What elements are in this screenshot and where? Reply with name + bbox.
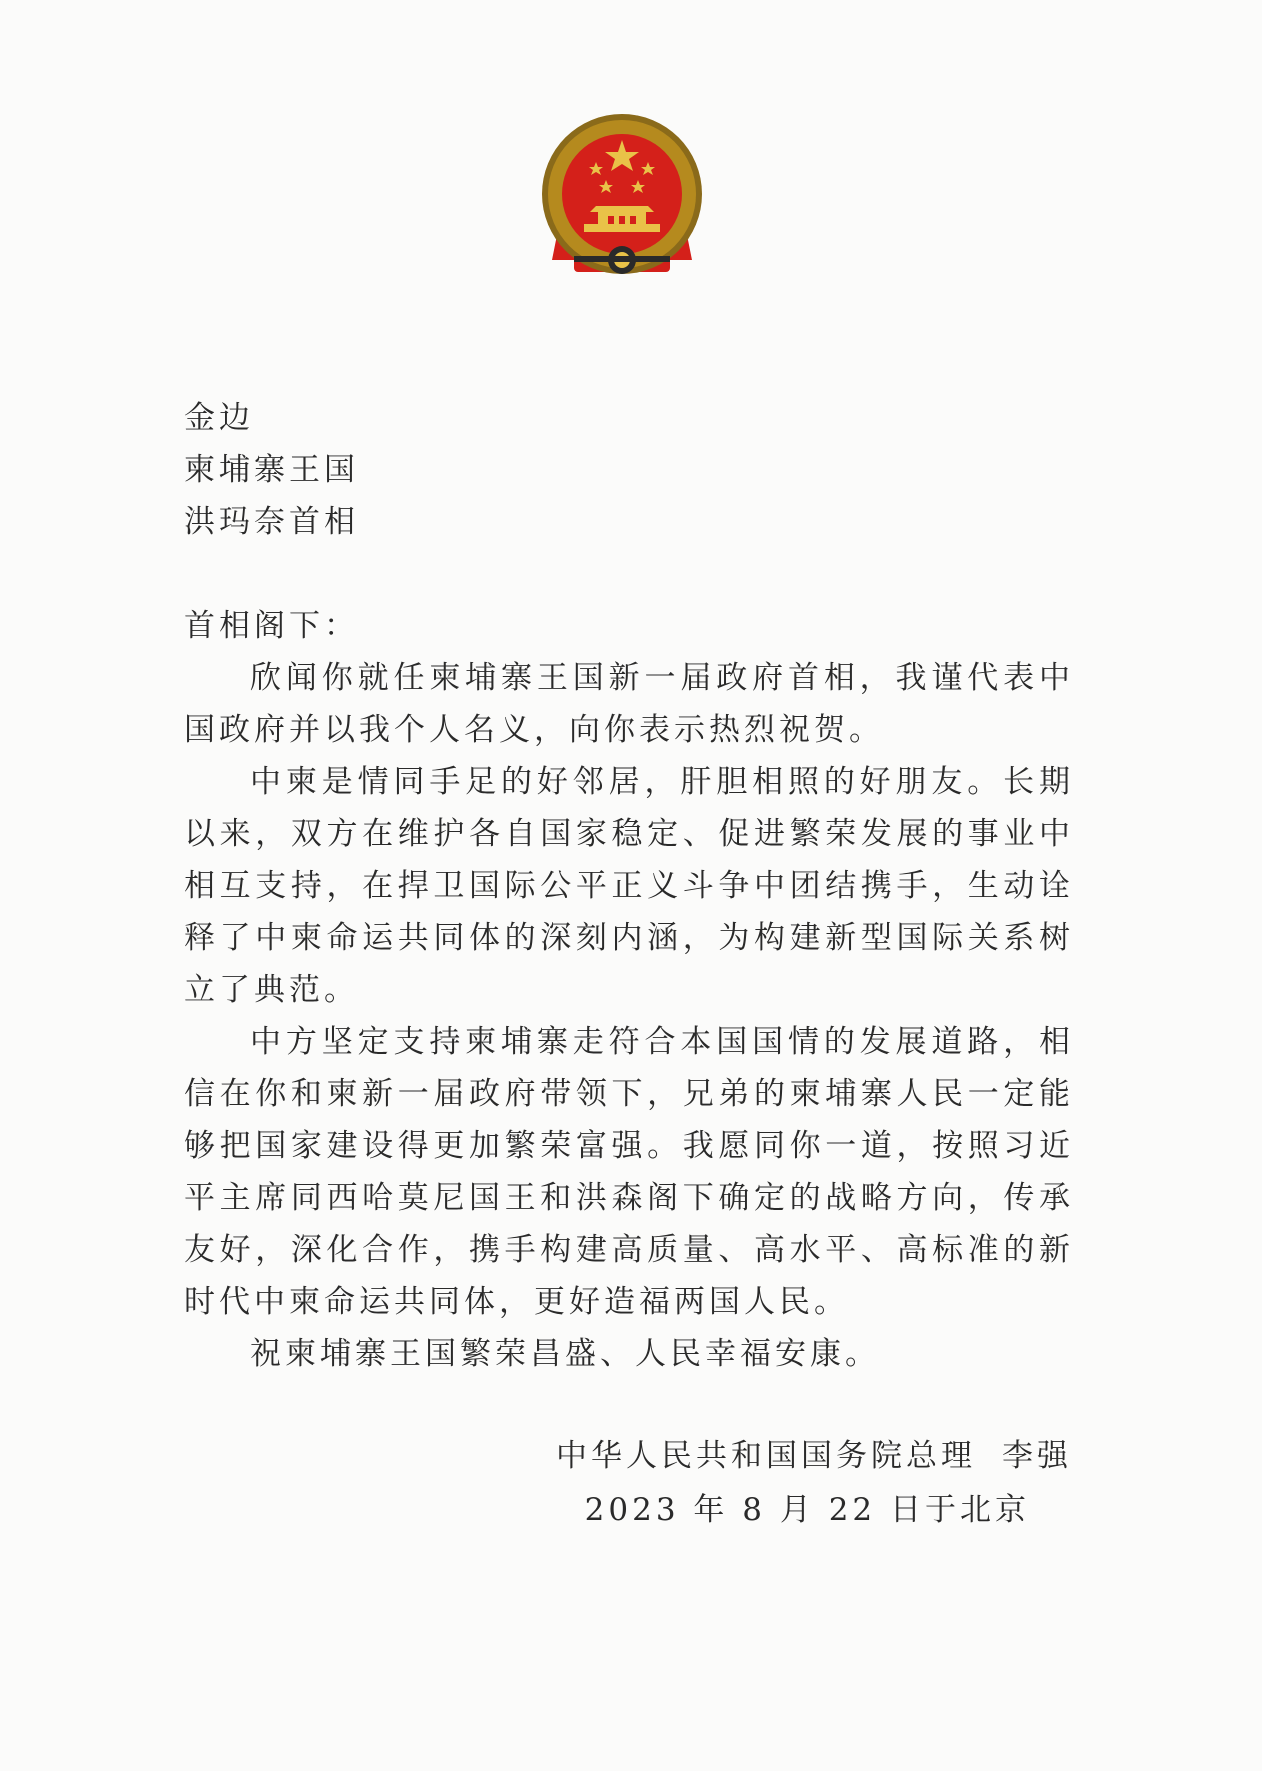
signature-date: 2023 年 8 月 22 日于北京 (584, 1492, 1030, 1528)
recipient-block (184, 392, 1074, 548)
signature-title: 中华人民共和国国务院总理 (556, 1438, 976, 1474)
signature-line (556, 1430, 1072, 1475)
recipient-country: 柬埔寨王国 (184, 452, 359, 488)
national-emblem-icon (538, 110, 706, 288)
paragraph: 中柬是情同手足的好邻居，肝胆相照的好朋友。长期以来，双方在维护各自国家稳定、促进繁荣发展的事业中相互支持，在捍卫国际公平正义斗争中团结携手，生动诠释了中柬命运共同体的深刻内涵，为构建新型国际关系树立了典范。 (184, 764, 1074, 1008)
signature-name: 李强 (1002, 1438, 1072, 1474)
recipient-name: 金边 (184, 400, 254, 436)
salutation: 首相阁下： (184, 608, 359, 644)
paragraph: 欣闻你就任柬埔寨王国新一届政府首相，我谨代表中国政府并以我个人名义，向你表示热烈祝贺。 (184, 660, 1074, 748)
paragraph: 祝柬埔寨王国繁荣昌盛、人民幸福安康。 (250, 1336, 880, 1372)
recipient-title: 洪玛奈首相 (184, 504, 359, 540)
letter-body (184, 652, 1074, 1380)
paragraph: 中方坚定支持柬埔寨走符合本国国情的发展道路，相信在你和柬新一届政府带领下，兄弟的柬埔寨人民一定能够把国家建设得更加繁荣富强。我愿同你一道，按照习近平主席同西哈莫尼国王和洪森阁下确定的战略方向，传承友好，深化合作，携手构建高质量、高水平、高标准的新时代中柬命运共同体，更好造福两国人民。 (184, 1024, 1074, 1320)
